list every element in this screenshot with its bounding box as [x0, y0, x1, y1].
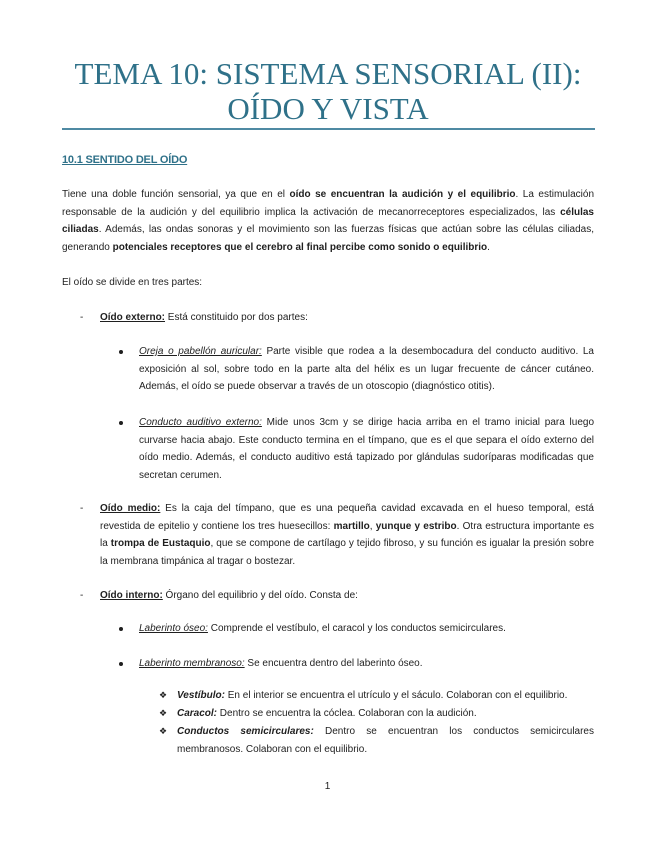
vestibulo-label: Vestíbulo: — [177, 690, 225, 701]
medio-item — [100, 500, 594, 570]
medio-bold-3: trompa de Eustaquio — [110, 538, 211, 549]
intro-text-4: . — [487, 241, 490, 253]
intro-bold-3: potenciales receptores que el cerebro al final percibe como sonido o equilibrio — [112, 241, 488, 253]
diamond-bullet-icon: ❖ — [159, 708, 168, 718]
medio-text-2: , — [369, 520, 376, 532]
document-title — [62, 56, 594, 126]
laberinto-oseo-label: Laberinto óseo: — [139, 623, 208, 634]
medio-text-1: Es la caja del tímpano, que es una pequeña cavidad excavada en el hueso temporal, está revestida de epitelio y contiene los tres huesecillos: — [100, 503, 594, 532]
laberinto-membranoso-label: Laberinto membranoso: — [139, 658, 245, 669]
interno-label: Oído interno: — [100, 590, 163, 601]
oreja-label: Oreja o pabellón auricular: — [139, 346, 262, 357]
sub-item-vestibulo — [177, 687, 594, 705]
bullet-icon — [119, 627, 123, 631]
vestibulo-text: En el interior se encuentra el utrículo y el sáculo. Colaboran con el equilibrio. — [224, 690, 568, 701]
medio-bold-2: yunque y estribo — [375, 520, 457, 532]
conducto-label: Conducto auditivo externo: — [139, 417, 262, 428]
intro-bold-1: oído se encuentran la audición y el equilibrio — [289, 189, 516, 200]
caracol-text: Dentro se encuentra la cóclea. Colaboran con la audición. — [217, 708, 477, 719]
interno-text: Órgano del equilibrio y del oído. Consta de: — [162, 590, 358, 601]
bullet-icon — [119, 662, 123, 666]
page-number: 1 — [324, 781, 331, 792]
sub-item-caracol — [177, 705, 594, 723]
conducto-item — [139, 414, 594, 484]
intro-paragraph — [62, 186, 594, 256]
bullet-icon — [119, 421, 123, 425]
dash-marker: - — [80, 590, 84, 601]
diamond-bullet-icon: ❖ — [159, 726, 168, 736]
oreja-item — [139, 343, 594, 396]
dash-marker: - — [80, 312, 84, 323]
externo-item — [100, 309, 308, 327]
intro-text-2: . La estimulación responsable de la audición y del equilibrio implica la activación de mecanorreceptores especializados, las — [62, 189, 595, 218]
medio-text-3: . Otra estructura importante es la — [100, 520, 594, 549]
dash-marker: - — [80, 503, 84, 514]
section-heading: 10.1 SENTIDO DEL OÍDO — [62, 154, 188, 166]
laberinto-oseo-text: Comprende el vestíbulo, el caracol y los conductos semicirculares. — [207, 623, 506, 634]
divides-paragraph: El oído se divide en tres partes: — [62, 277, 203, 288]
interno-item — [100, 587, 358, 605]
externo-text: Está constituido por dos partes: — [165, 312, 308, 323]
laberinto-oseo-item — [139, 620, 506, 638]
externo-label: Oído externo: — [100, 312, 166, 323]
laberinto-membranoso-item — [139, 655, 423, 673]
intro-bold-2: células ciliadas — [62, 206, 594, 235]
conductos-text: Dentro se encuentran los conductos semicirculares membranosos. Colaboran con el equilibrio. — [177, 726, 594, 755]
conducto-text: Mide unos 3cm y se dirige hacia arriba en el tramo inicial para luego curvarse hacia abajo. Este conducto termina en el tímpano, que es el que separa el oído externo del oído medio. Además, el conducto auditivo está tapizado por glándulas sudoríparas modificadas que secretan cerumen. — [139, 417, 594, 481]
intro-text-3: . Además, las ondas sonoras y el movimiento son las fuerzas físicas que actúan sobre las células ciliadas, generando — [62, 224, 594, 253]
medio-text-4: , que se compone de cartílago y tejido fibroso, y su función es igualar la presión sobre la membrana timpánica al tragar o bostezar. — [100, 538, 595, 567]
medio-bold-1: martillo — [333, 520, 370, 532]
caracol-label: Caracol: — [177, 708, 218, 719]
title-line-2: OÍDO Y VISTA — [227, 91, 429, 126]
oreja-text: Parte visible que rodea a la desembocadura del conducto auditivo. La exposición al sol, sobre todo en la parte alta del hélix es un lugar frecuente de cáncer cutáneo. Además, el oído se puede observar a través de un otoscopio (diagnóstico otitis). — [139, 346, 594, 392]
diamond-bullet-icon: ❖ — [159, 690, 168, 700]
title-divider — [62, 128, 595, 130]
sub-item-conductos — [177, 723, 594, 758]
title-line-1: TEMA 10: SISTEMA SENSORIAL (II): — [74, 56, 582, 91]
bullet-icon — [119, 350, 123, 354]
laberinto-membranoso-text: Se encuentra dentro del laberinto óseo. — [244, 658, 423, 669]
medio-label: Oído medio: — [100, 503, 161, 514]
conductos-label: Conductos semicirculares: — [177, 726, 314, 737]
intro-text-1: Tiene una doble función sensorial, ya que en el — [62, 189, 290, 200]
